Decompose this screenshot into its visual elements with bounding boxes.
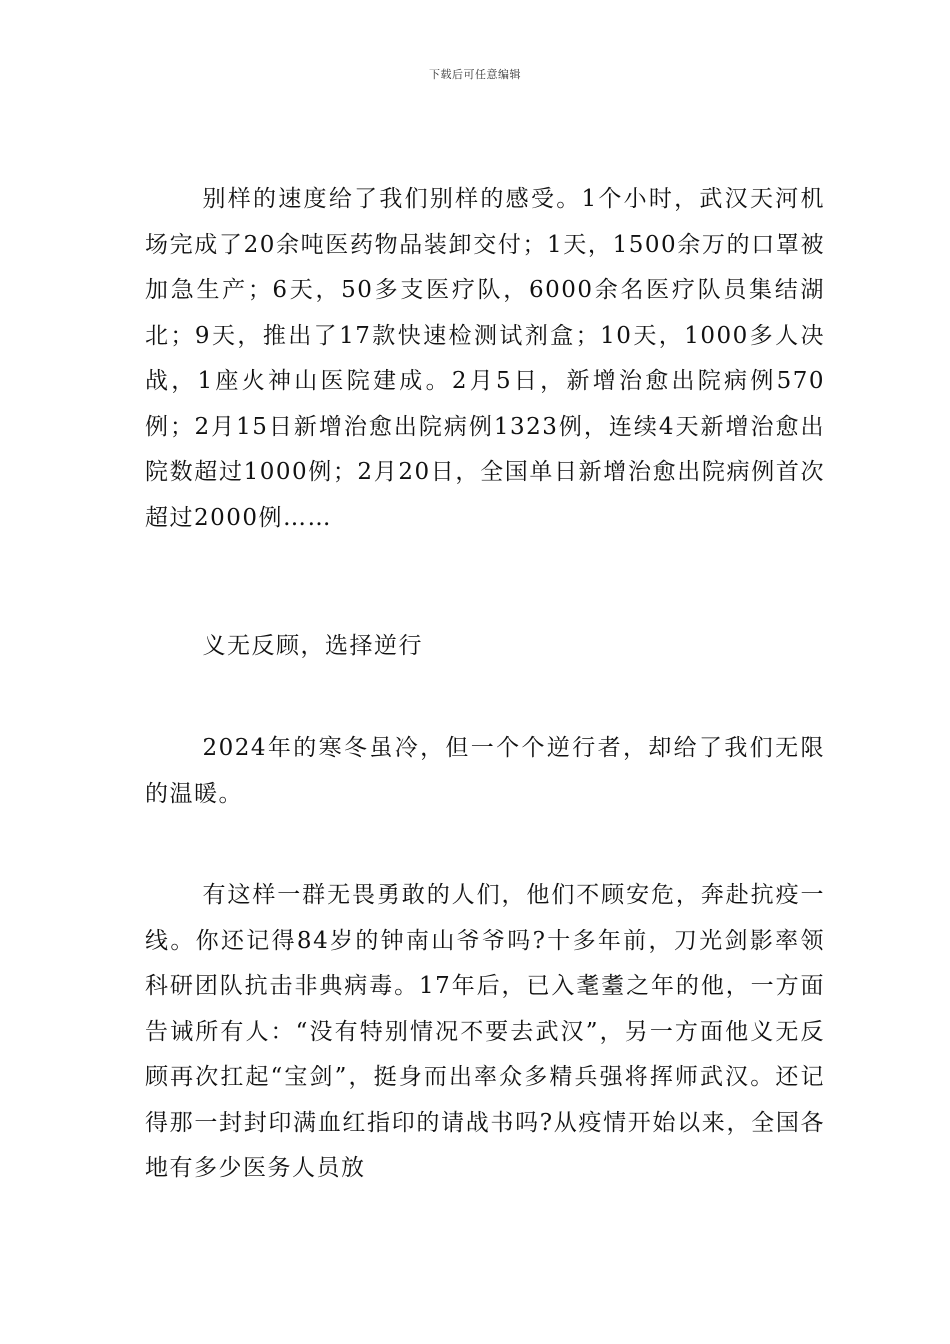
section-heading: 义无反顾，选择逆行 [202, 633, 423, 659]
paragraph-speed: 别样的速度给了我们别样的感受。1个小时，武汉天河机场完成了20余吨医药物品装卸交付；1天，1500余万的口罩被加急生产；6天，50多支医疗队，6000余名医疗队员集结湖北；9天，推出了17款快速检测试剂盒；10天，1000多人决战，1座火神山医院建成。2月5日，新增治愈出院病例570例；2月15日新增治愈出院病例1323例，连续4天新增治愈出院数超过1000例；2月20日，全国单日新增治愈出院病例首次超过2000例…… [145, 186, 825, 531]
page-header: 下载后可任意编辑 [429, 68, 521, 81]
paragraph-winter: 2024年的寒冬虽冷，但一个个逆行者，却给了我们无限的温暖。 [145, 735, 825, 807]
paragraph-heroes: 有这样一群无畏勇敢的人们，他们不顾安危，奔赴抗疫一线。你还记得84岁的钟南山爷爷吗?十多年前，刀光剑影率领科研团队抗击非典病毒。17年后，已入耄耋之年的他，一方面告诫所有人：“没有特别情况不要去武汉”，另一方面他义无反顾再次扛起“宝剑”，挺身而出率众多精兵强将挥师武汉。还记得那一封封印满血红指印的请战书吗?从疫情开始以来，全国各地有多少医务人员放 [145, 882, 825, 1181]
